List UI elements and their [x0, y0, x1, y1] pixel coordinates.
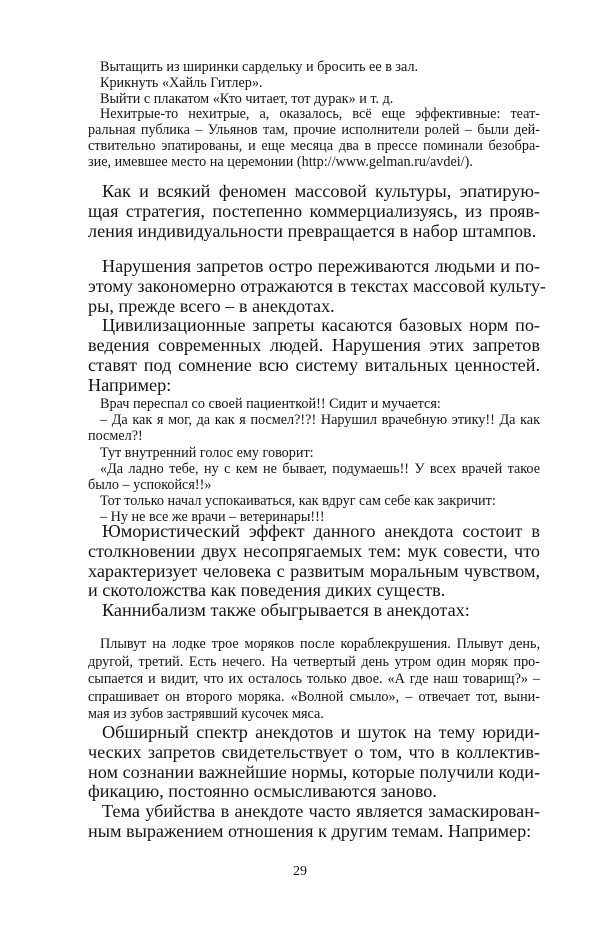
paragraph — [88, 76, 540, 92]
paragraph — [88, 182, 540, 241]
page-number: 29 — [293, 864, 307, 879]
paragraph — [88, 256, 546, 316]
text-line: сыпается и видит, что их осталось только двое. «А где наш товарищ?» – — [88, 671, 540, 688]
text-line: Обширный спектр анекдотов и шуток на тему юриди- — [102, 722, 540, 742]
text-line: Выйти с плакатом «Кто читает, тот дурак» и т. д. — [100, 90, 394, 107]
text-line: спрашивает он второго моряка. «Волной смыло», – отвечает тот, выни- — [88, 688, 540, 705]
body-paragraph-block — [88, 256, 546, 396]
paragraph — [88, 316, 540, 395]
text-line: мая из зубов застрявший кусочек мяса. — [88, 706, 324, 723]
paragraph — [88, 445, 540, 461]
text-line: зие, имевшее место на церемонии (http://www.gelman.ru/avdei/). — [88, 153, 473, 170]
text-line: Тот только начал успокаиваться, как вдруг сам себе как закричит: — [100, 493, 496, 510]
text-line: – Да как я мог, да как я посмел?!?! Нарушил врачебную этику!! Да как — [100, 412, 540, 429]
text-line: Плывут на лодке трое моряков после кораблекрушения. Плывут день, — [100, 636, 540, 652]
text-line: фикацию, постоянно осмысливаются заново. — [88, 781, 437, 802]
paragraph — [88, 92, 540, 108]
text-line: щая стратегия, постепенно коммерциализуясь, из прояв- — [88, 200, 540, 221]
text-line: и скотоложства как поведения диких существ. — [88, 580, 446, 601]
text-line: другой, третий. Есть нечего. На четвертый день утром один моряк про- — [88, 653, 540, 670]
text-line: ральная публика – Ульянов там, прочие исполнители ролей – были дей- — [88, 122, 540, 139]
text-line: ры, прежде всего – в анекдотах. — [88, 295, 335, 316]
paragraph — [88, 522, 540, 601]
paragraph — [88, 493, 540, 509]
text-line: ления индивидуальности превращается в набор штампов. — [88, 220, 537, 241]
paragraph — [88, 601, 540, 621]
paragraph — [88, 107, 540, 170]
text-line: Каннибализм также обыгрывается в анекдотах: — [102, 600, 470, 621]
text-line: характеризует человека с развитым моральным чувством, — [88, 560, 540, 581]
text-line: Вытащить из ширинки сардельку и бросить ее в зал. — [100, 59, 419, 75]
body-paragraph-block — [88, 723, 540, 842]
text-line: Цивилизационные запреты касаются базовых норм по- — [102, 315, 540, 336]
text-line: ставят под сомнение всю систему витальных ценностей. — [88, 354, 540, 375]
quoted-list-block — [88, 60, 540, 171]
paragraph — [88, 636, 540, 724]
paragraph — [88, 802, 540, 842]
paragraph — [88, 723, 540, 802]
text-line: столкновении двух несопрягаемых тем: мук совести, что — [88, 540, 540, 561]
joke-quote-block — [88, 636, 540, 724]
text-line: ствительно эпатированы, и еще месяца два в прессе поминали безобра- — [88, 137, 540, 154]
text-line: – Ну не все же врачи – ветеринары!!! — [100, 509, 325, 526]
joke-quote-block — [88, 396, 540, 526]
text-line: Например: — [88, 374, 172, 395]
text-line: Врач переспал со своей пациенткой!! Сидит и мучается: — [100, 396, 441, 412]
text-line: Крикнуть «Хайль Гитлер». — [100, 74, 263, 91]
paragraph — [88, 412, 540, 444]
text-line: Юмористический эффект данного анекдота состоит в — [102, 521, 540, 541]
body-paragraph-block — [88, 182, 540, 241]
paragraph — [88, 396, 540, 412]
text-line: Тема убийства в анекдоте часто является замаскирован- — [102, 801, 540, 822]
text-line: посмел?! — [88, 428, 143, 445]
body-paragraph-block — [88, 522, 540, 621]
text-line: этому закономерно отражаются в текстах массовой культу- — [88, 275, 546, 296]
paragraph — [88, 60, 540, 76]
text-line: Как и всякий феномен массовой культуры, эпатирую- — [102, 181, 540, 201]
text-line: ном сознании важнейшие нормы, которые получили коди- — [88, 761, 540, 782]
text-line: «Да ладно тебе, ну с кем не бывает, подумаешь!! У всех врачей такое — [100, 460, 540, 477]
text-line: было – успокойся!!» — [88, 477, 212, 494]
text-line: ческих запретов свидетельствует о том, что в коллектив- — [88, 741, 540, 762]
paragraph — [88, 461, 540, 493]
text-line: Нарушения запретов остро переживаются людьми и по- — [102, 256, 540, 276]
text-line: Нехитрые-то нехитрые, а, оказалось, всё еще эффективные: теат- — [100, 106, 540, 123]
text-line: ным выражением отношения к другим темам. Например: — [88, 820, 532, 841]
text-line: Тут внутренний голос ему говорит: — [100, 444, 314, 461]
text-line: ведения современных людей. Нарушения этих запретов — [88, 335, 540, 356]
